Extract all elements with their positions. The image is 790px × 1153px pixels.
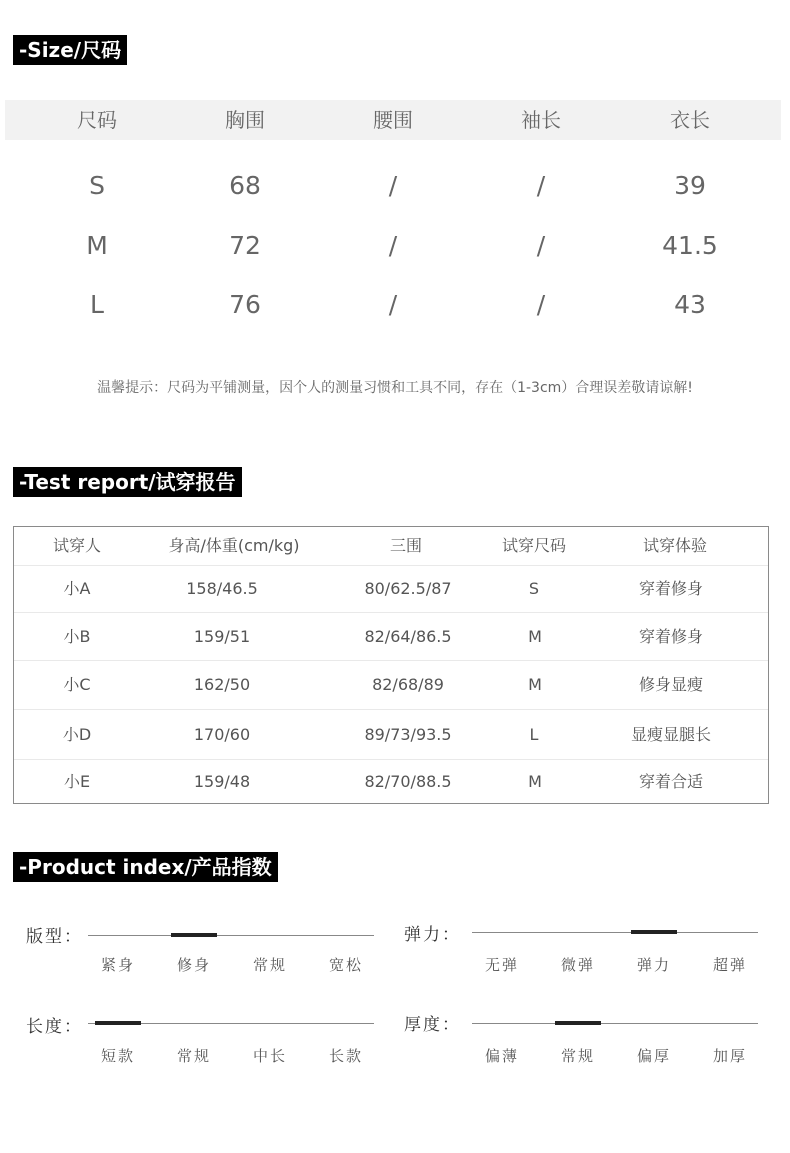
report-cell: M [528,675,542,694]
thickness-option: 偏薄 [484,1047,519,1065]
size-cell: 39 [674,171,706,200]
report-section-tag: -Test report/试穿报告 [13,467,242,497]
report-cell: 小C [63,675,91,694]
size-header-cell: 尺码 [77,108,117,132]
report-row [14,710,768,760]
size-cell: / [388,290,398,319]
fit-index-label: 版型： [26,927,83,947]
thickness-option: 偏厚 [636,1047,671,1065]
fit-index-track [88,935,374,936]
fit-option: 紧身 [100,956,135,974]
report-cell: 82/64/86.5 [364,627,452,646]
thickness-index-label: 厚度： [404,1015,461,1035]
test-report-table [13,526,769,804]
size-header-cell: 袖长 [521,108,561,132]
report-header-cell: 三围 [389,536,422,555]
length-index-track [88,1023,374,1024]
elasticity-option: 超弹 [712,956,747,974]
size-cell: M [86,231,108,260]
report-cell: L [529,725,539,744]
report-cell: 159/51 [193,627,251,646]
size-cell: / [536,171,546,200]
report-cell: 162/50 [193,675,251,694]
elasticity-option: 弹力 [636,956,671,974]
report-cell: 小B [63,627,91,646]
report-cell: 82/68/89 [372,675,444,694]
size-cell: / [388,231,398,260]
fit-option: 宽松 [328,956,363,974]
length-index-label: 长度： [26,1017,83,1037]
thickness-option: 加厚 [712,1047,747,1065]
elasticity-index-track [472,932,758,933]
report-cell: 穿着修身 [638,627,703,646]
report-cell: 159/48 [193,772,251,791]
size-cell: / [536,290,546,319]
report-cell: 穿着修身 [638,579,703,598]
size-table-row [5,285,781,325]
elasticity-index-label: 弹力： [404,925,461,945]
size-cell: 76 [229,290,261,319]
size-cell: / [536,231,546,260]
report-cell: M [528,772,542,791]
length-option: 长款 [328,1047,363,1065]
size-cell: L [90,290,104,319]
length-option: 中长 [252,1047,287,1065]
report-cell: 82/70/88.5 [364,772,452,791]
report-row [14,566,768,613]
elasticity-option: 微弹 [560,956,595,974]
size-cell: / [388,171,398,200]
size-table-header [5,100,781,140]
report-cell: 显瘦显腿长 [630,725,711,744]
report-cell: 小A [63,579,91,598]
length-option: 常规 [176,1047,211,1065]
report-header-cell: 试穿人 [52,536,101,555]
size-cell: 72 [229,231,261,260]
size-tip-note: 温馨提示：尺码为平铺测量，因个人的测量习惯和工具不同，存在（1-3cm）合理误差敬请谅解! [97,380,693,396]
report-cell: 80/62.5/87 [364,579,452,598]
fit-option: 修身 [176,956,211,974]
length-option: 短款 [100,1047,135,1065]
index-section-tag: -Product index/产品指数 [13,852,278,882]
report-cell: 小D [62,725,92,744]
report-row [14,613,768,661]
report-header-cell: 试穿体验 [642,536,707,555]
size-cell: 68 [229,171,261,200]
report-cell: M [528,627,542,646]
report-cell: 穿着合适 [638,772,703,791]
size-header-cell: 腰围 [373,108,413,132]
size-cell: S [89,171,105,200]
report-header-row [14,527,768,566]
thickness-index-marker [555,1021,601,1025]
report-cell: S [528,579,540,598]
size-cell: 41.5 [662,231,718,260]
size-section-tag: -Size/尺码 [13,35,127,65]
size-header-cell: 胸围 [225,108,265,132]
report-cell: 158/46.5 [186,579,258,598]
report-row [14,760,768,803]
fit-option: 常规 [252,956,287,974]
report-header-cell: 试穿尺码 [501,536,566,555]
size-header-cell: 衣长 [670,108,710,132]
thickness-index-track [472,1023,758,1024]
elasticity-option: 无弹 [484,956,519,974]
elasticity-index-marker [631,930,677,934]
size-table-row [5,166,781,206]
report-cell: 89/73/93.5 [364,725,452,744]
size-cell: 43 [674,290,706,319]
length-index-marker [95,1021,141,1025]
report-cell: 小E [63,772,91,791]
report-cell: 修身显瘦 [638,675,703,694]
fit-index-marker [171,933,217,937]
report-cell: 170/60 [193,725,251,744]
size-table-row [5,226,781,266]
report-header-cell: 身高/体重(cm/kg) [168,536,300,555]
report-row [14,661,768,710]
thickness-option: 常规 [560,1047,595,1065]
